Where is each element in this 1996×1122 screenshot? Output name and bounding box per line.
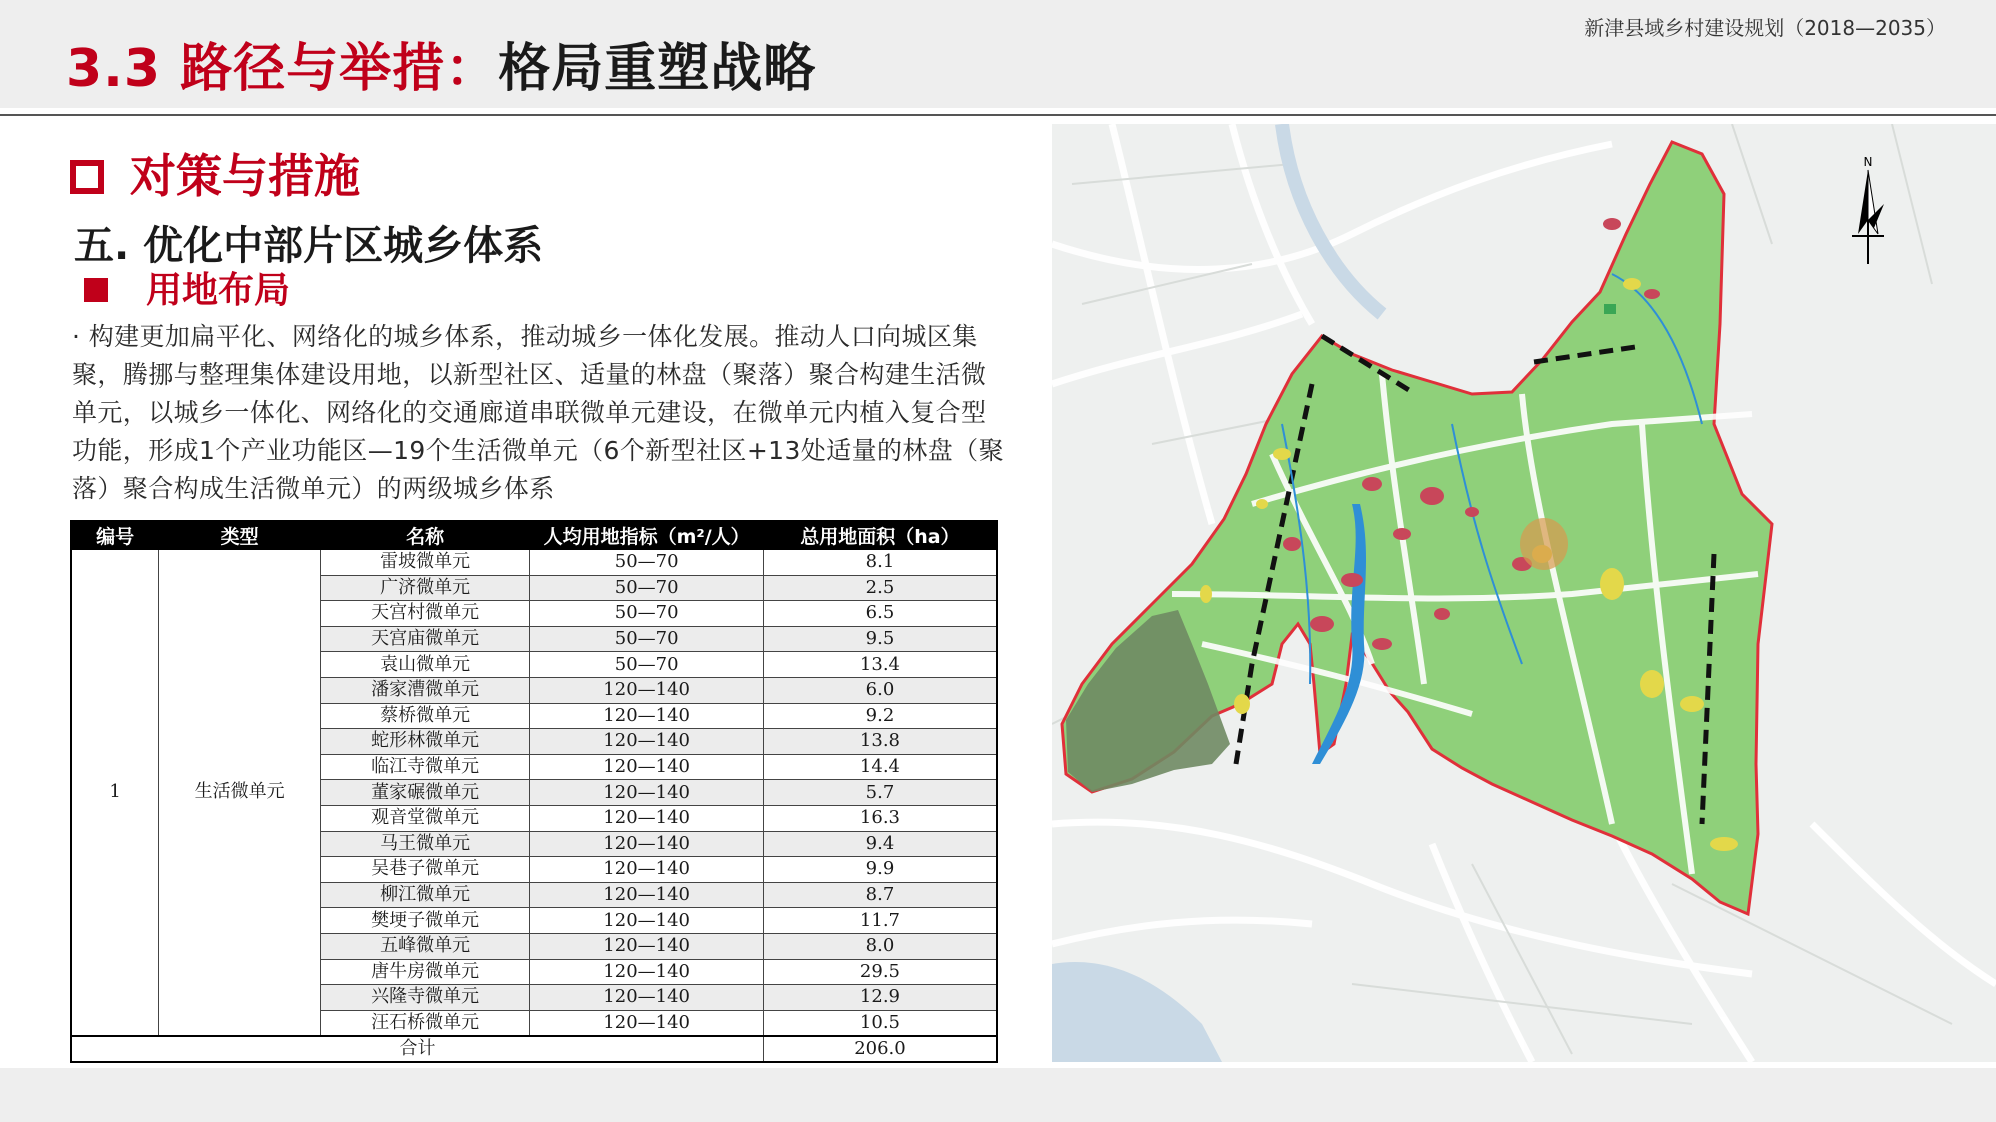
total-area-cell: 6.0	[763, 677, 997, 703]
total-area-cell: 12.9	[763, 985, 997, 1011]
total-area-cell: 29.5	[763, 959, 997, 985]
header-divider	[0, 114, 1996, 116]
total-area-cell: 206.0	[763, 1036, 997, 1062]
land-use-table	[70, 520, 998, 1063]
sub-subheading-text: 用地布局	[146, 270, 291, 311]
subheading: 五. 优化中部片区城乡体系	[74, 223, 544, 269]
body-paragraph	[72, 318, 1034, 508]
per-capita-index-cell: 120—140	[530, 985, 764, 1011]
page-title-main: 格局重塑战略	[498, 39, 817, 99]
footer-caption: 新津县域乡村建设规划（2018—2035）	[1584, 16, 1946, 40]
per-capita-index-cell: 120—140	[530, 729, 764, 755]
column-header: 名称	[320, 521, 529, 550]
per-capita-index-cell: 120—140	[530, 677, 764, 703]
column-header: 总用地面积（ha）	[763, 521, 997, 550]
unit-name-cell: 唐牛房微单元	[320, 959, 529, 985]
orange-plot	[1520, 518, 1568, 570]
hollow-square-icon	[70, 160, 104, 194]
per-capita-index-cell: 120—140	[530, 857, 764, 883]
column-header: 人均用地指标（m²/人）	[530, 521, 764, 550]
per-capita-index-cell: 120—140	[530, 831, 764, 857]
unit-name-cell: 潘家漕微单元	[320, 677, 529, 703]
per-capita-index-cell: 50—70	[530, 626, 764, 652]
unit-name-cell: 天宫庙微单元	[320, 626, 529, 652]
per-capita-index-cell: 120—140	[530, 703, 764, 729]
per-capita-index-cell: 120—140	[530, 933, 764, 959]
paragraph-line: 单元，以城乡一体化、网络化的交通廊道串联微单元建设，在微单元内植入复合型	[72, 398, 987, 427]
per-capita-index-cell: 120—140	[530, 805, 764, 831]
per-capita-index-cell: 120—140	[530, 1010, 764, 1036]
total-area-cell: 14.4	[763, 754, 997, 780]
table-row	[71, 550, 997, 576]
total-area-cell: 16.3	[763, 805, 997, 831]
total-area-cell: 9.2	[763, 703, 997, 729]
total-area-cell: 9.4	[763, 831, 997, 857]
total-area-cell: 8.1	[763, 550, 997, 576]
total-area-cell: 9.5	[763, 626, 997, 652]
per-capita-index-cell: 50—70	[530, 550, 764, 576]
unit-name-cell: 天宫村微单元	[320, 601, 529, 627]
column-header: 编号	[71, 521, 159, 550]
unit-name-cell: 樊埂子微单元	[320, 908, 529, 934]
per-capita-index-cell: 50—70	[530, 575, 764, 601]
group-number-cell: 1	[71, 550, 159, 1036]
table-total-row	[71, 1036, 997, 1062]
compass-label: N	[1863, 155, 1873, 169]
unit-name-cell: 蔡桥微单元	[320, 703, 529, 729]
total-area-cell: 8.7	[763, 882, 997, 908]
unit-name-cell: 柳江微单元	[320, 882, 529, 908]
green-plot	[1604, 304, 1616, 314]
unit-name-cell: 吴巷子微单元	[320, 857, 529, 883]
unit-name-cell: 蛇形林微单元	[320, 729, 529, 755]
unit-name-cell: 观音堂微单元	[320, 805, 529, 831]
unit-name-cell: 广济微单元	[320, 575, 529, 601]
footer-bar	[0, 1068, 1996, 1122]
per-capita-index-cell: 120—140	[530, 780, 764, 806]
paragraph-line: 落）聚合构成生活微单元）的两级城乡体系	[72, 474, 555, 503]
land-use-map	[1052, 124, 1996, 1062]
filled-square-icon	[84, 278, 108, 302]
page-title	[66, 26, 816, 101]
section-heading	[70, 140, 360, 206]
unit-name-cell: 兴隆寺微单元	[320, 985, 529, 1011]
paragraph-line: · 构建更加扁平化、网络化的城乡体系，推动城乡一体化发展。推动人口向城区集	[72, 322, 978, 351]
total-area-cell: 6.5	[763, 601, 997, 627]
total-area-cell: 11.7	[763, 908, 997, 934]
total-area-cell: 10.5	[763, 1010, 997, 1036]
column-header: 类型	[159, 521, 321, 550]
total-area-cell: 2.5	[763, 575, 997, 601]
page-title-prefix: 3.3 路径与举措：	[66, 39, 499, 99]
total-area-cell: 13.4	[763, 652, 997, 678]
unit-name-cell: 汪石桥微单元	[320, 1010, 529, 1036]
unit-name-cell: 马王微单元	[320, 831, 529, 857]
unit-name-cell: 袁山微单元	[320, 652, 529, 678]
unit-name-cell: 临江寺微单元	[320, 754, 529, 780]
total-area-cell: 9.9	[763, 857, 997, 883]
paragraph-line: 聚，腾挪与整理集体建设用地，以新型社区、适量的林盘（聚落）聚合构建生活微	[72, 360, 987, 389]
sub-subheading	[84, 262, 290, 313]
per-capita-index-cell: 50—70	[530, 601, 764, 627]
per-capita-index-cell: 50—70	[530, 652, 764, 678]
per-capita-index-cell: 120—140	[530, 754, 764, 780]
group-type-cell: 生活微单元	[159, 550, 321, 1036]
total-area-cell: 8.0	[763, 933, 997, 959]
total-label-cell: 合计	[71, 1036, 763, 1062]
per-capita-index-cell: 120—140	[530, 882, 764, 908]
per-capita-index-cell: 120—140	[530, 959, 764, 985]
unit-name-cell: 董家碾微单元	[320, 780, 529, 806]
table-header-row	[71, 521, 997, 550]
per-capita-index-cell: 120—140	[530, 908, 764, 934]
unit-name-cell: 五峰微单元	[320, 933, 529, 959]
paragraph-line: 功能，形成1个产业功能区—19个生活微单元（6个新型社区+13处适量的林盘（聚	[72, 436, 1004, 465]
section-heading-text: 对策与措施	[130, 149, 360, 203]
unit-name-cell: 雷坡微单元	[320, 550, 529, 576]
total-area-cell: 5.7	[763, 780, 997, 806]
total-area-cell: 13.8	[763, 729, 997, 755]
